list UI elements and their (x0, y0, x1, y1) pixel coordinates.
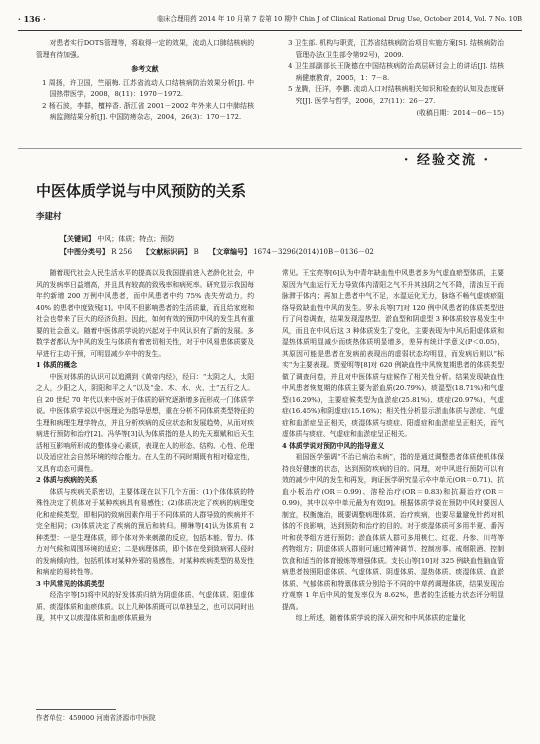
classification-line (60, 246, 500, 258)
running-header (18, 8, 522, 31)
reference-item: 2 杨石波，李群，檀梓香. 浙江省 2001－2002 年外来人口中肺结核病监测结果分析[J]. 中国防痨杂志，2004，26(3)：170－172. (42, 101, 254, 121)
section-heading: 1 体质的概念 (36, 361, 78, 369)
section-heading: 2 体质与疾病的关系 (36, 476, 98, 484)
footnote-rule (36, 709, 116, 710)
article-number-label: 【文章编号】 (208, 247, 251, 256)
section-paragraph: 经浩宇等[5]将中风的好发体质归纳为阴虚体质、气虚体质、阳虚体质、痰湿体质和血瘀体质。以上几种体质既可以单独呈之，也可以同时出现，其中又以痰湿体质和血瘀体质最为 (36, 591, 254, 622)
page-number: · 136 · (18, 14, 46, 24)
previous-article-right (282, 38, 504, 142)
doc-code: B (193, 248, 199, 256)
section-paragraph: 综上所述，随着体质学说的深入研究和中风体质的定量化 (295, 614, 466, 622)
section-paragraph: 常见。王宝亮等[6]认为中青年缺血性中风患者多为气虚血瘀型体质，主要原因为气血运行无力导致体内清阳之气不升其浊阴之气不降，清浊互干而脉滞于体内；再加上患者中气不足，水湿运化无力，脉络不畅气虚痰瘀阻络导致缺血性中风的发生。罗永兵等[7]对 120 例中风患者的体质类型进行了问卷调查，结果发现湿热型、淤血型和阴虚型 3 种体质较容易发生中风，而且在中风后这 3 种体质发生了变化，主要表现为中风后阳虚体质和湿热体质明显减少而痰热体质明显增多，差异有统计学意义(P＜0.05)，其原因可能是患者在发病前表现出的虚弱状态均明显，而发病后则以“标实”为主要表现。贾爱明等[8]对 620 例缺血性中风恢复期患者的体质类型做了调查问卷，并且对中医体质与症候作了相关性分析。结果发现缺血性中风患者恢复期的体质主要为淤血质(20.79%)、痰湿型(18.71%)和气虚型(16.29%)，主要症候类型为血淤症(25.81%)、痰症(20.97%)、气虚症(16.45%)和阴虚症(15.16%)；相关性分析显示淤血体质与淤症、气虚症和血淤症呈正相关，痰湿体质与痰症、阳虚症和血淤症呈正相关，而气虚体质与痰症、气虚症和血淤症呈正相关。 (282, 269, 504, 438)
received-date: (收稿日期：2014－06－15) (416, 109, 504, 117)
keywords-line (60, 233, 500, 245)
article-title: 中医体质学说与中风预防的关系 (36, 182, 247, 200)
section-heading: 3 中风常见的体质类型 (36, 579, 105, 588)
reference-item: 5 龙腾，汪洋，李鹏. 流动人口对结核病相关知识和检查的认知及态度研究[J]. 医学与哲学，2006，27(11)：26－27. (288, 85, 504, 105)
journal-line: 临床合理用药 2014 年 10 月第 7 卷第 10 期中 Chin J of Clinical Rational Drug Use, October 2014, Vol. 7 No. 10B (157, 15, 522, 23)
clc-label: 【中图分类号】 (60, 247, 109, 256)
section-banner: · 经验交流 · (403, 153, 490, 168)
previous-article-paragraph: 对患者实行DOTS管理等，将取得一定的效果，流动人口肺结核病的管理有待加强。 (36, 39, 254, 59)
section-paragraph: 祖国医学强调“不治已病治未病”，指的是通过调整患者体质使机体保持良好健康的状态，达到预防疾病的目的。同理，对中风进行预防可以有效的减少中风的发生和再发，询证医学研究显示卒中单元(OR＝0.71)、抗血小板治疗(OR＝0.99)、溶栓治疗(OR＝0.83)和抗凝治疗(OR＝0.99)，其中以卒中单元最为有效[9]。根据体质学说在预防中风时要因人制宜，权衡施治，既要调整病理体质、治疗疾病，也要尽量避免针药对机体的不良影响，达到预防和治疗的目的。对于痰湿体质可多用半夏、番泻叶和茯苓组方进行预防；淤血体质人群可多用桃仁、红花、丹参、川芎等药物组方；阴虚体质人群则可通过精神调节、控制房事、戒烟限酒、控制饮食和适当的体育锻炼等增强体质。支长山等[10]对 325 例缺血性脑血管病患者按照阳虚体质、气虚体质、阴虚体质、湿热体质、痰湿体质、血淤体质、气郁体质和特禀体质分别给予不同的中草药调理体质，结果发现治疗观察 1 年后中风的复发率仅为 8.62%，患者的生活能力状态评分明显提高。 (282, 453, 504, 611)
reference-item: 4 卫生部副部长王陇德在中国结核病防治高层研讨会上的讲话[J]. 结核病健康教育，2005，1：7－8. (288, 62, 504, 82)
body-right-column (282, 268, 504, 738)
reference-item: 3 卫生部. 机构与职责，江苏省结核病防治项目实施方案[S]. 结核病防治管理办法(卫生部令第92号)，2009. (288, 39, 504, 59)
author-unit-footnote: 作者单位：459000 河南省济源市中医院 (36, 714, 156, 722)
section-heading: 4 体质学说对预防中风的指导意义 (282, 441, 385, 450)
article-number: 1674－3296(2014)10B－0136－02 (253, 248, 374, 256)
body-left-column (36, 268, 254, 706)
intro-paragraph: 随着现代社会人民生活水平的提高以及我国提前进入老龄化社会，中风的发病率日益增高，并且具有较高的致残率和病死率。研究显示我国每年约新增 200 万例中风患者，而中风患者中约 75% 丧失劳动力，约 40% 的患者中度致残[1]。中风不但影响患者的生活质量，而且给家庭和社会也带来了巨大的经济负担。因此，如何有效的预防中风的发生具有重要的社会意义。随着中医体质学说的兴起对于中风认识有了新的发展。多数学者都认为中风的发生与体质有着密切相关性，对于中风易患体质要及早进行主动干预，可明显减少卒中的发生。 (36, 269, 254, 358)
keywords: 中风；体质；特点；预防 (97, 235, 175, 243)
keywords-label: 【关键词】 (60, 234, 95, 243)
clc-number: R 256 (111, 248, 133, 256)
article-author: 李建村 (36, 212, 62, 222)
section-paragraph: 体质与疾病关系密切，主要体现在以下几个方面：(1)个体体质的特殊性决定了机体对于某种疾病具有易感性；(2)体质决定了疾病的病理变化和症候类型，即相同的致病因素作用于不同体质的人群导致的疾病并不完全相同；(3)体质决定了疾病的预后和转归。柳琳等[4]认为体质有 2 种类型：一是生理体质，即个体对外来刺激的反应，包括本能、智力、体力对气候和周围环境的适应；二是病理体质，即个体在受到致病邪人侵时的发病倾向性，包括机体对某种外邪的易感性、对某种疾病类型的易发性和病症的易转性等。 (36, 487, 254, 576)
doc-code-label: 【文献标识码】 (142, 247, 192, 256)
section-paragraph: 中医对体质的认识可以追溯到《黄帝内经》，经曰：“太阴之人，太阳之人，少阳之人，阴阳和平之人”以及“金、木、水、火、土”五行之人。自 20 世纪 70 年代以来中医对于体质的研究逐渐增多而形成一门体质学说。中医体质学说以中医理论为指导思想，重在分析不同体质类型特征的生理和病理生理学特点，并且分析疾病的反应状态和发展趋势，从而对疾病进行预防和治疗[2]。冯华等[3]认为体质指的是人的先天禀赋和后天生活相互影响所形成的整体身心素质，表现在人的形态、结构、心性、伦理以及适应社会自然环境的综合能力。在人生的不同时期既有相对稳定性，又具有动态可调性。 (36, 372, 254, 473)
previous-article-left (36, 38, 254, 142)
reference-item: 1 周扬，许卫国，竺丽梅. 江苏省流动人口结核病防治效果分析[J]. 中国热带医学，2008，8(11)：1970－1972. (42, 78, 254, 98)
references-heading: 参考文献 (131, 65, 159, 73)
